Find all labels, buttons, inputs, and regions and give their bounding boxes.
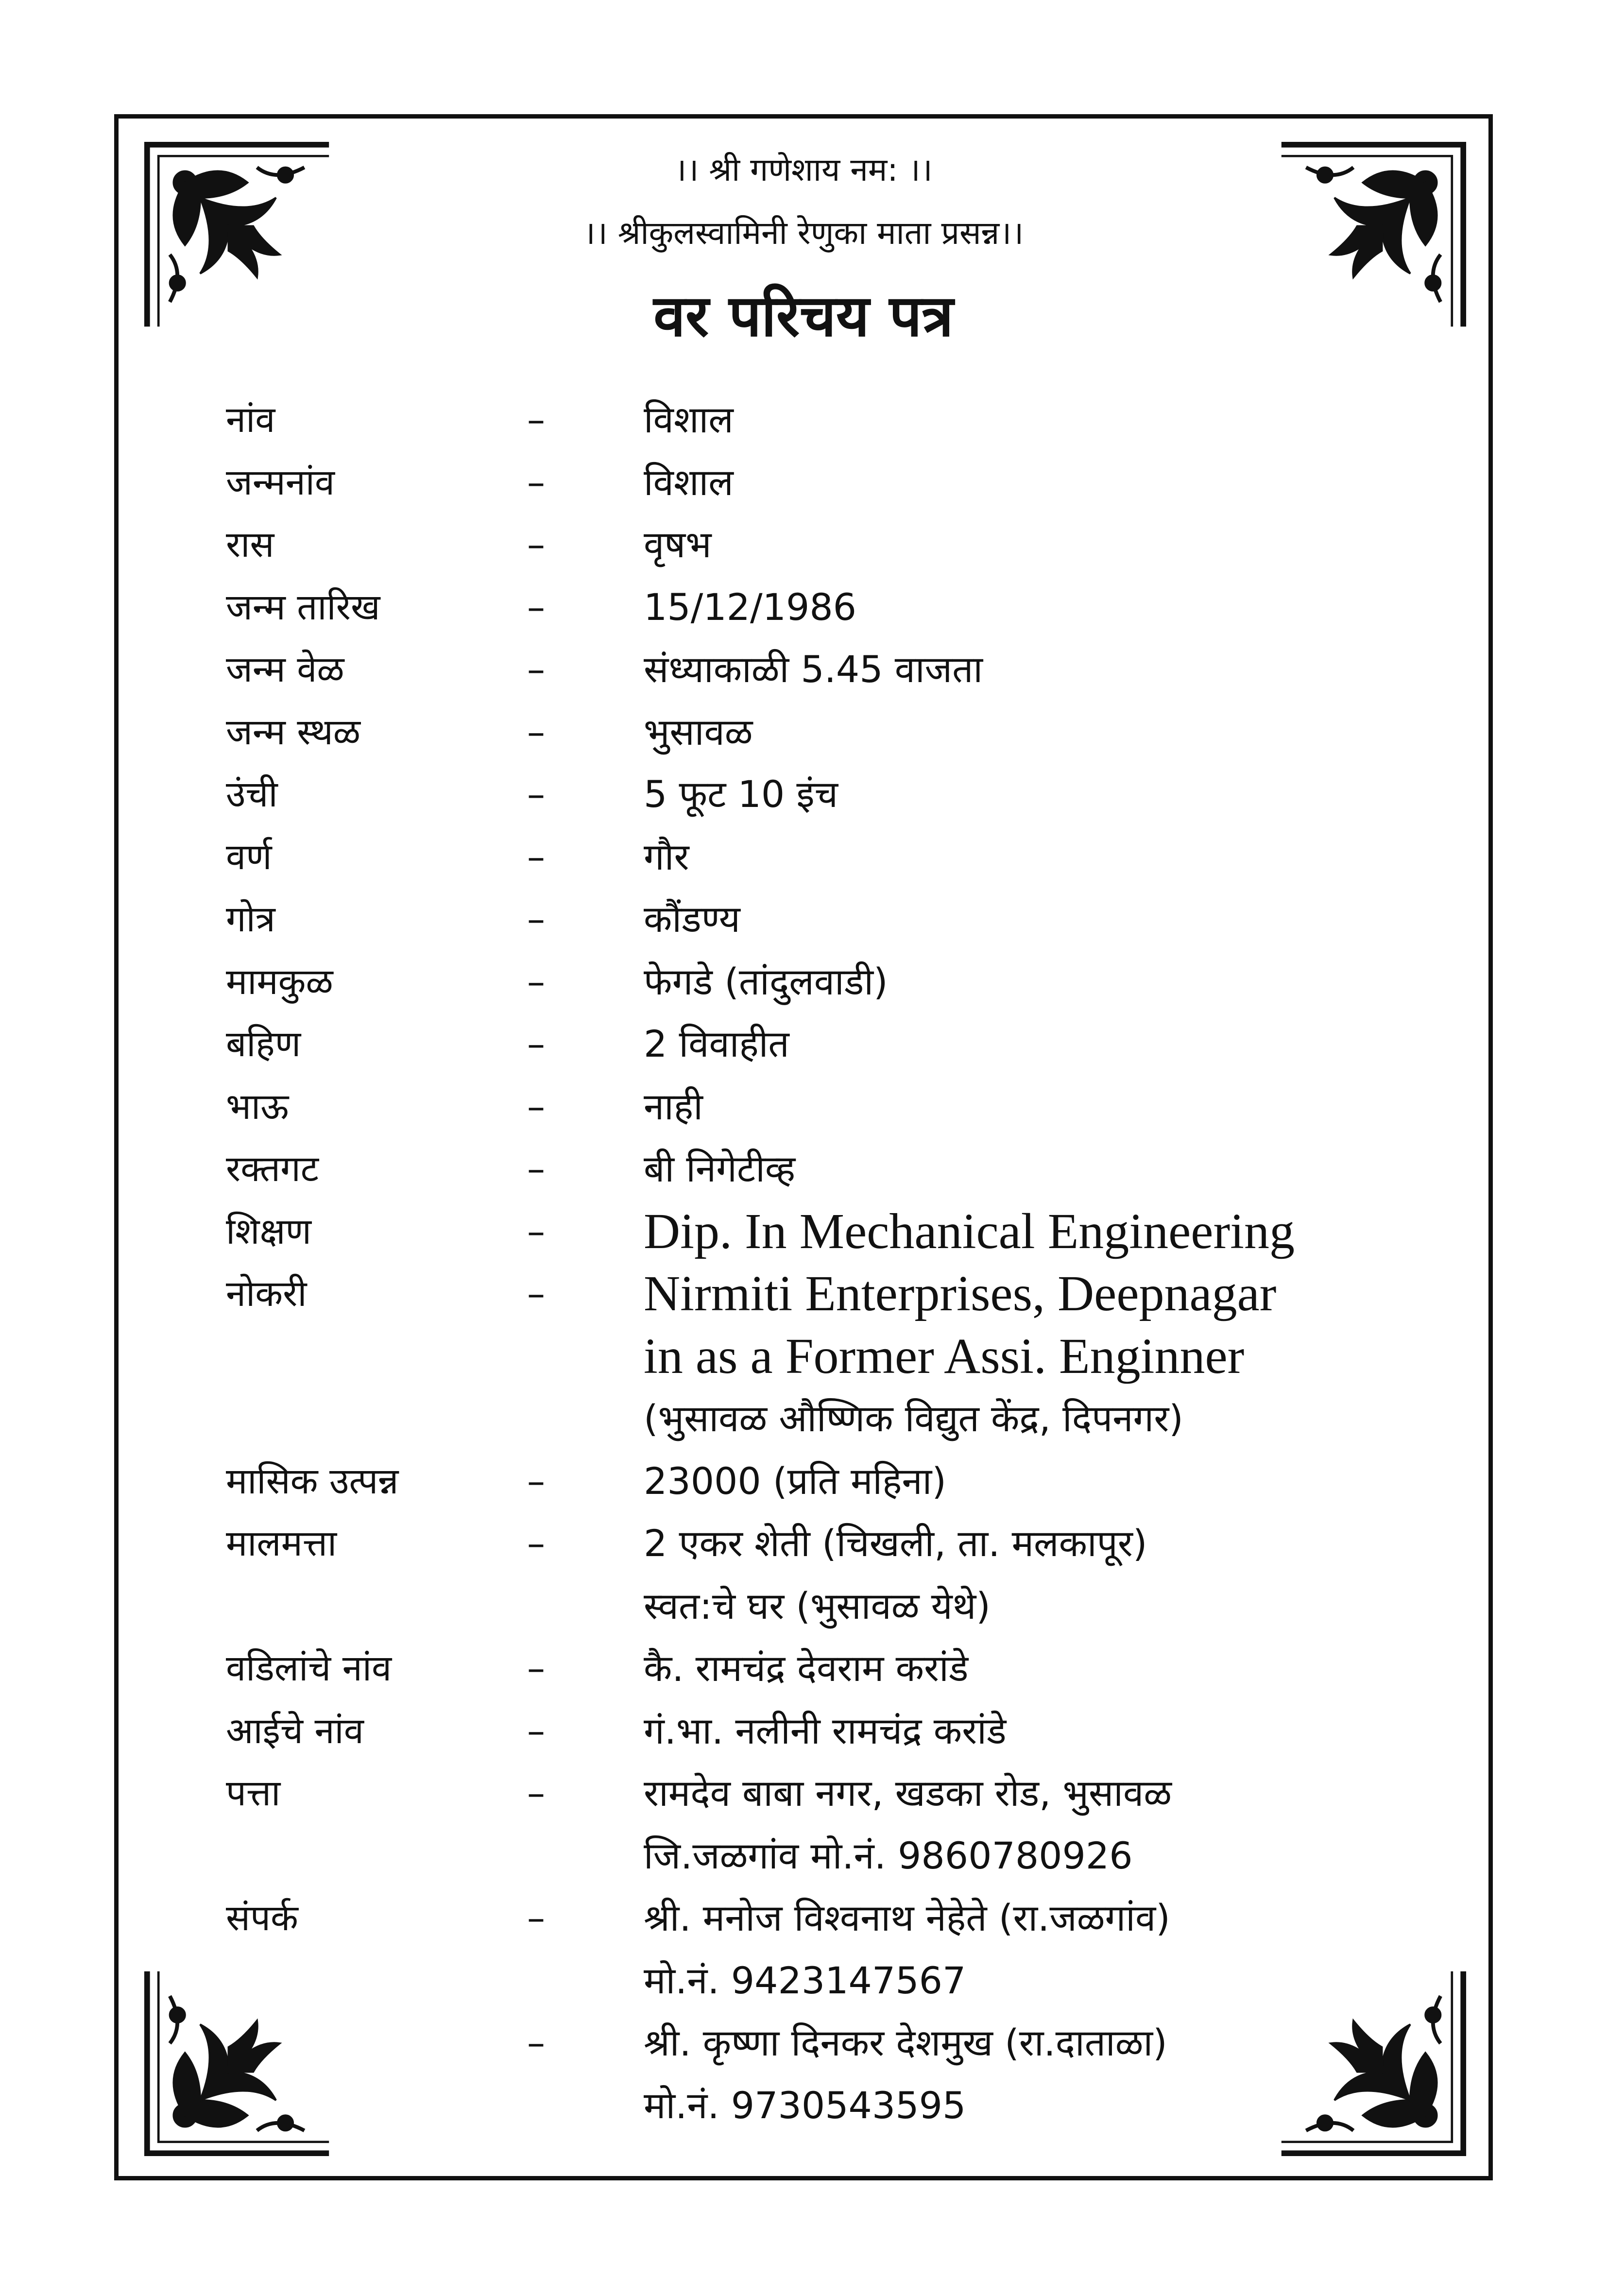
detail-value: (भुसावळ औष्णिक विद्युत केंद्र, दिपनगर) bbox=[644, 1397, 1183, 1440]
detail-separator: – bbox=[527, 1273, 545, 1315]
detail-value: फेगडे (तांदुलवाडी) bbox=[644, 960, 888, 1003]
detail-values bbox=[644, 826, 1431, 889]
biodata-details bbox=[226, 389, 1431, 2137]
detail-row bbox=[226, 1200, 1431, 1263]
detail-values bbox=[644, 1138, 1431, 1200]
detail-value: वृषभ bbox=[644, 523, 712, 566]
detail-value: in as a Former Assi. Enginner bbox=[644, 1328, 1245, 1384]
detail-label: गोत्र bbox=[226, 898, 275, 940]
detail-label: आईचे नांव bbox=[226, 1710, 364, 1752]
detail-value: श्री. कृष्णा दिनकर देशमुख (रा.दाताळा) bbox=[644, 2021, 1167, 2064]
detail-row bbox=[226, 826, 1431, 889]
detail-label: पत्ता bbox=[226, 1772, 281, 1814]
detail-values bbox=[644, 701, 1431, 764]
invocation-line-1: ।। श्री गणेशाय नम: ।। bbox=[674, 151, 933, 188]
detail-row bbox=[226, 1263, 1431, 1450]
detail-row bbox=[226, 514, 1431, 576]
detail-row bbox=[226, 576, 1431, 639]
detail-value: गं.भा. नलीनी रामचंद्र करांडे bbox=[644, 1709, 1007, 1752]
detail-separator: – bbox=[527, 2022, 545, 2064]
detail-value: श्री. मनोज विश्वनाथ नेहेते (रा.जळगांव) bbox=[644, 1896, 1170, 1939]
detail-value: 5 फूट 10 इंच bbox=[644, 772, 838, 816]
detail-separator: – bbox=[527, 898, 545, 940]
detail-values bbox=[644, 1263, 1431, 1450]
detail-separator: – bbox=[527, 1023, 545, 1065]
detail-values bbox=[644, 1700, 1431, 1763]
detail-values bbox=[644, 951, 1431, 1013]
detail-separator: – bbox=[527, 1148, 545, 1190]
detail-row bbox=[226, 1512, 1431, 1637]
detail-value: 2 एकर शेती (चिखली, ता. मलकापूर) bbox=[644, 1522, 1147, 1565]
detail-value: संध्याकाळी 5.45 वाजता bbox=[644, 648, 983, 691]
detail-value: Nirmiti Enterprises, Deepnagar bbox=[644, 1266, 1277, 1321]
detail-value: कौंडण्य bbox=[644, 897, 740, 941]
detail-separator: – bbox=[527, 1460, 545, 1502]
detail-row bbox=[226, 638, 1431, 701]
detail-separator: – bbox=[527, 1085, 545, 1128]
detail-value: मो.नं. 9730543595 bbox=[644, 2083, 966, 2127]
detail-separator: – bbox=[527, 1647, 545, 1689]
detail-separator: – bbox=[527, 1210, 545, 1252]
detail-label: वर्ण bbox=[226, 836, 272, 878]
detail-value: मो.नं. 9423147567 bbox=[644, 1958, 966, 2002]
detail-values bbox=[644, 1762, 1431, 1887]
detail-separator: – bbox=[527, 1772, 545, 1814]
detail-values bbox=[644, 2012, 1431, 2137]
detail-row bbox=[226, 1637, 1431, 1700]
detail-row bbox=[226, 701, 1431, 764]
detail-row bbox=[226, 389, 1431, 451]
detail-value: भुसावळ bbox=[644, 710, 753, 754]
detail-label: उंची bbox=[226, 773, 278, 815]
detail-value: नाही bbox=[644, 1084, 703, 1128]
detail-separator: – bbox=[527, 960, 545, 1003]
invocation-line-2: ।। श्रीकुलस्वामिनी रेणुका माता प्रसन्न।। bbox=[583, 214, 1024, 252]
detail-separator: – bbox=[527, 1710, 545, 1752]
detail-values bbox=[644, 1200, 1431, 1263]
detail-values bbox=[644, 1512, 1431, 1637]
detail-values bbox=[644, 763, 1431, 826]
page-title: वर परिचय पत्र bbox=[653, 282, 954, 349]
detail-label: भाऊ bbox=[226, 1085, 289, 1128]
detail-row bbox=[226, 1450, 1431, 1513]
detail-row bbox=[226, 951, 1431, 1013]
detail-separator: – bbox=[527, 399, 545, 441]
detail-separator: – bbox=[527, 649, 545, 690]
detail-label: वडिलांचे नांव bbox=[226, 1647, 392, 1689]
detail-row bbox=[226, 1762, 1431, 1887]
detail-label: रक्तगट bbox=[226, 1148, 319, 1190]
detail-value: विशाल bbox=[644, 398, 734, 441]
detail-value: जि.जळगांव मो.नं. 9860780926 bbox=[644, 1833, 1133, 1877]
detail-label: मामकुळ bbox=[226, 960, 333, 1003]
detail-value: गौर bbox=[644, 835, 689, 878]
detail-value: स्वत:चे घर (भुसावळ येथे) bbox=[644, 1584, 991, 1628]
detail-separator: – bbox=[527, 836, 545, 878]
detail-values bbox=[644, 1637, 1431, 1700]
detail-separator: – bbox=[527, 586, 545, 628]
detail-label: मालमत्ता bbox=[226, 1523, 337, 1564]
detail-value: 15/12/1986 bbox=[644, 585, 857, 629]
detail-label: रास bbox=[226, 524, 274, 565]
detail-value: विशाल bbox=[644, 460, 734, 504]
detail-value: कै. रामचंद्र देवराम करांडे bbox=[644, 1646, 969, 1690]
detail-label: जन्म तारिख bbox=[226, 586, 380, 628]
detail-label: जन्मनांव bbox=[226, 461, 335, 503]
detail-row bbox=[226, 451, 1431, 514]
detail-label: बहिण bbox=[226, 1023, 301, 1065]
detail-row bbox=[226, 1013, 1431, 1076]
detail-values bbox=[644, 1076, 1431, 1138]
detail-values bbox=[644, 514, 1431, 576]
detail-row bbox=[226, 1138, 1431, 1200]
detail-values bbox=[644, 1887, 1431, 2012]
detail-row bbox=[226, 1700, 1431, 1763]
detail-label: संपर्क bbox=[226, 1897, 298, 1939]
detail-separator: – bbox=[527, 773, 545, 815]
detail-value: Dip. In Mechanical Engineering bbox=[644, 1203, 1295, 1259]
detail-value: बी निगेटीव्ह bbox=[644, 1147, 796, 1190]
detail-values bbox=[644, 451, 1431, 514]
detail-values bbox=[644, 576, 1431, 639]
detail-value: 2 विवाहीत bbox=[644, 1022, 789, 1065]
detail-values bbox=[644, 1013, 1431, 1076]
detail-label: जन्म स्थळ bbox=[226, 711, 361, 753]
detail-label: मासिक उत्पन्न bbox=[226, 1460, 399, 1502]
detail-row bbox=[226, 1887, 1431, 2012]
detail-value: रामदेव बाबा नगर, खडका रोड, भुसावळ bbox=[644, 1771, 1172, 1815]
detail-row bbox=[226, 888, 1431, 951]
detail-separator: – bbox=[527, 524, 545, 565]
detail-label: नांव bbox=[226, 399, 275, 441]
detail-value: 23000 (प्रति महिना) bbox=[644, 1459, 946, 1503]
detail-row bbox=[226, 2012, 1431, 2137]
detail-separator: – bbox=[527, 711, 545, 753]
detail-separator: – bbox=[527, 1523, 545, 1564]
detail-row bbox=[226, 1076, 1431, 1138]
detail-label: शिक्षण bbox=[226, 1210, 312, 1252]
detail-label: नोकरी bbox=[226, 1273, 307, 1315]
detail-label: जन्म वेळ bbox=[226, 649, 344, 690]
detail-values bbox=[644, 888, 1431, 951]
detail-row bbox=[226, 763, 1431, 826]
detail-values bbox=[644, 1450, 1431, 1513]
detail-values bbox=[644, 638, 1431, 701]
detail-values bbox=[644, 389, 1431, 451]
detail-separator: – bbox=[527, 461, 545, 503]
detail-separator: – bbox=[527, 1897, 545, 1939]
